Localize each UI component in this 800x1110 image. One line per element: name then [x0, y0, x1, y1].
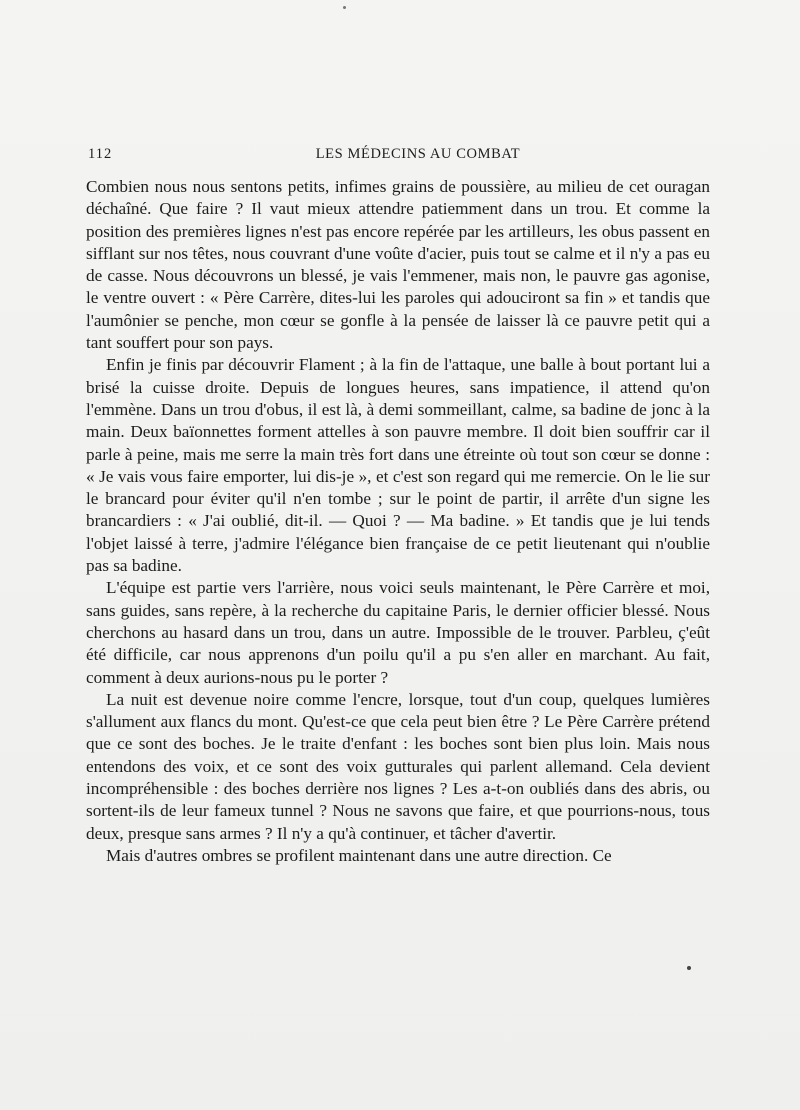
paragraph: Enfin je finis par découvrir Flament ; à la fin de l'attaque, une balle à bout portant lui a brisé la cuisse droite. Depuis de longues heures, sans impatience, il attend qu'on l'emmène. Dans un trou d'obus, il est là, à demi sommeillant, calme, sa badine de jonc à la main. Deux baïonnettes forment attelles à son pauvre membre. Il doit bien souffrir car il parle à peine, mais me serre la main très fort dans une étreinte où tout son cœur se donne : « Je vais vous faire emporter, lui dis-je », et c'est son regard qui me remercie. On le lie sur le brancard pour éviter qu'il n'en tombe ; sur le point de partir, il arrête d'un signe les brancardiers : « J'ai oublié, dit-il. — Quoi ? — Ma badine. » Et tandis que je lui tends l'objet laissé à terre, j'admire l'élégance bien française de ce petit lieutenant qui n'oublie pas sa badine. — [86, 355, 710, 576]
ink-speck — [687, 966, 691, 970]
ink-speck — [343, 6, 346, 9]
running-title: LES MÉDECINS AU COMBAT — [315, 146, 521, 162]
paragraph: L'équipe est partie vers l'arrière, nous voici seuls maintenant, le Père Carrère et moi, sans guides, sans repère, à la recherche du capitaine Paris, le dernier officier blessé. Nous cherchons au hasard dans un trou, dans un autre. Impossible de le trouver. Parbleu, ç'eût été difficile, car nous apprenons d'un poilu qu'il a pu s'en aller en marchant. Au fait, comment à deux aurions-nous pu le porter ? — [86, 578, 710, 687]
running-header — [88, 146, 708, 166]
page-number: 112 — [88, 146, 113, 162]
body-text — [86, 176, 710, 867]
paragraph: Mais d'autres ombres se profilent maintenant dans une autre direction. Ce — [106, 845, 612, 865]
paragraph: Combien nous nous sentons petits, infimes grains de poussière, au milieu de cet ouragan déchaîné. Que faire ? Il vaut mieux attendre patiemment dans un trou. Et comme la position des premières lignes n'est pas encore repérée par les artilleurs, les obus passent en sifflant sur nos têtes, nous couvrant d'une voûte d'acier, puis tout se calme et il n'y a pas eu de casse. Nous découvrons un blessé, je vais l'emmener, mais non, le pauvre gas agonise, le ventre ouvert : « Père Carrère, dites-lui les paroles qui adouciront sa fin » et tandis que l'aumônier se penche, mon cœur se gonfle à la pensée de laisser là ce pauvre petit qui a tant souffert pour son pays. — [86, 177, 710, 353]
paragraph: La nuit est devenue noire comme l'encre, lorsque, tout d'un coup, quelques lumières s'allument aux flancs du mont. Qu'est-ce que cela peut bien être ? Le Père Carrère prétend que ce sont des boches. Je le traite d'enfant : les boches sont bien plus loin. Mais nous entendons des voix, et ce sont des voix gutturales qui parlent allemand. Cela devient incompréhensible : des boches derrière nos lignes ? Les a-t-on oubliés dans des abris, ou sortent-ils de leur fameux tunnel ? Nous ne savons que faire, et que pourrions-nous, tous deux, presque sans armes ? Il n'y a qu'à continuer, et tâcher d'avertir. — [86, 689, 710, 843]
